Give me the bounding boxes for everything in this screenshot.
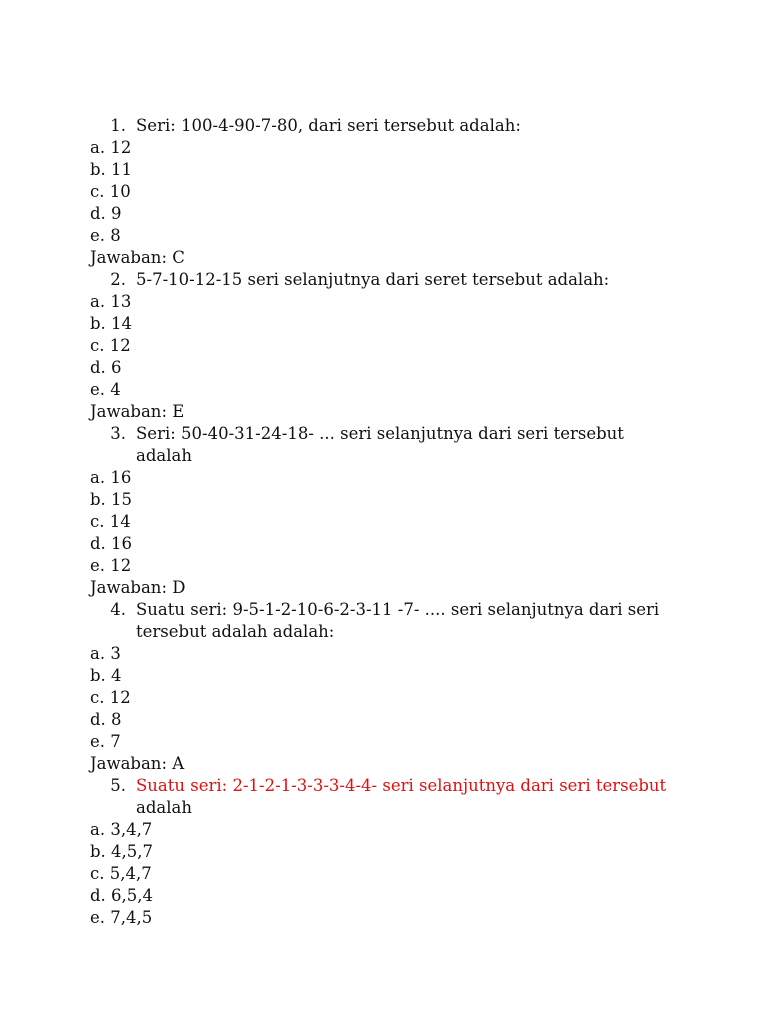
option-b: b. 14 (90, 314, 133, 333)
question-text-line2: adalah (136, 798, 192, 817)
option-d: d. 6 (90, 358, 122, 377)
option-c: c. 14 (90, 512, 131, 531)
option-d: d. 16 (90, 534, 133, 553)
option-e: e. 7,4,5 (90, 908, 153, 927)
option-b: b. 11 (90, 160, 133, 179)
question-3-continued (90, 445, 690, 467)
option-a: a. 13 (90, 292, 132, 311)
option-a: a. 16 (90, 468, 132, 487)
answer: Jawaban: E (90, 402, 185, 421)
question-text-line1: Suatu seri: 9-5-1-2-10-6-2-3-11 -7- .... seri selanjutnya dari seri (136, 600, 660, 619)
question-number: 2. (110, 270, 126, 289)
option-a: a. 3,4,7 (90, 820, 153, 839)
question-5 (90, 775, 690, 797)
option-c: c. 5,4,7 (90, 864, 152, 883)
question-2 (90, 269, 690, 291)
question-4-continued (90, 621, 690, 643)
option-d: d. 9 (90, 204, 122, 223)
question-5-continued (90, 797, 690, 819)
question-text-line2: tersebut adalah adalah: (136, 622, 335, 641)
option-b: b. 4 (90, 666, 122, 685)
question-number: 3. (110, 424, 126, 443)
question-3 (90, 423, 690, 445)
option-e: e. 7 (90, 732, 121, 751)
option-b: b. 4,5,7 (90, 842, 154, 861)
question-text: Seri: 100-4-90-7-80, dari seri tersebut adalah: (136, 116, 521, 135)
question-text-line2: adalah (136, 446, 192, 465)
answer: Jawaban: C (90, 248, 185, 267)
option-c: c. 10 (90, 182, 131, 201)
question-text-line1: Suatu seri: 2-1-2-1-3-3-3-4-4- seri selanjutnya dari seri tersebut (136, 776, 667, 795)
option-c: c. 12 (90, 688, 131, 707)
answer: Jawaban: D (90, 578, 186, 597)
document-body (90, 115, 690, 929)
option-a: a. 3 (90, 644, 121, 663)
answer: Jawaban: A (90, 754, 185, 773)
question-number: 1. (110, 116, 126, 135)
question-text: 5-7-10-12-15 seri selanjutnya dari seret tersebut adalah: (136, 270, 610, 289)
question-number: 4. (110, 600, 126, 619)
option-b: b. 15 (90, 490, 133, 509)
question-text-line1: Seri: 50-40-31-24-18- ... seri selanjutnya dari seri tersebut (136, 424, 624, 443)
option-e: e. 8 (90, 226, 121, 245)
question-number: 5. (110, 776, 126, 795)
option-e: e. 4 (90, 380, 121, 399)
option-c: c. 12 (90, 336, 131, 355)
option-a: a. 12 (90, 138, 132, 157)
option-d: d. 6,5,4 (90, 886, 154, 905)
question-4 (90, 599, 690, 621)
option-e: e. 12 (90, 556, 132, 575)
question-1 (90, 115, 690, 137)
option-d: d. 8 (90, 710, 122, 729)
